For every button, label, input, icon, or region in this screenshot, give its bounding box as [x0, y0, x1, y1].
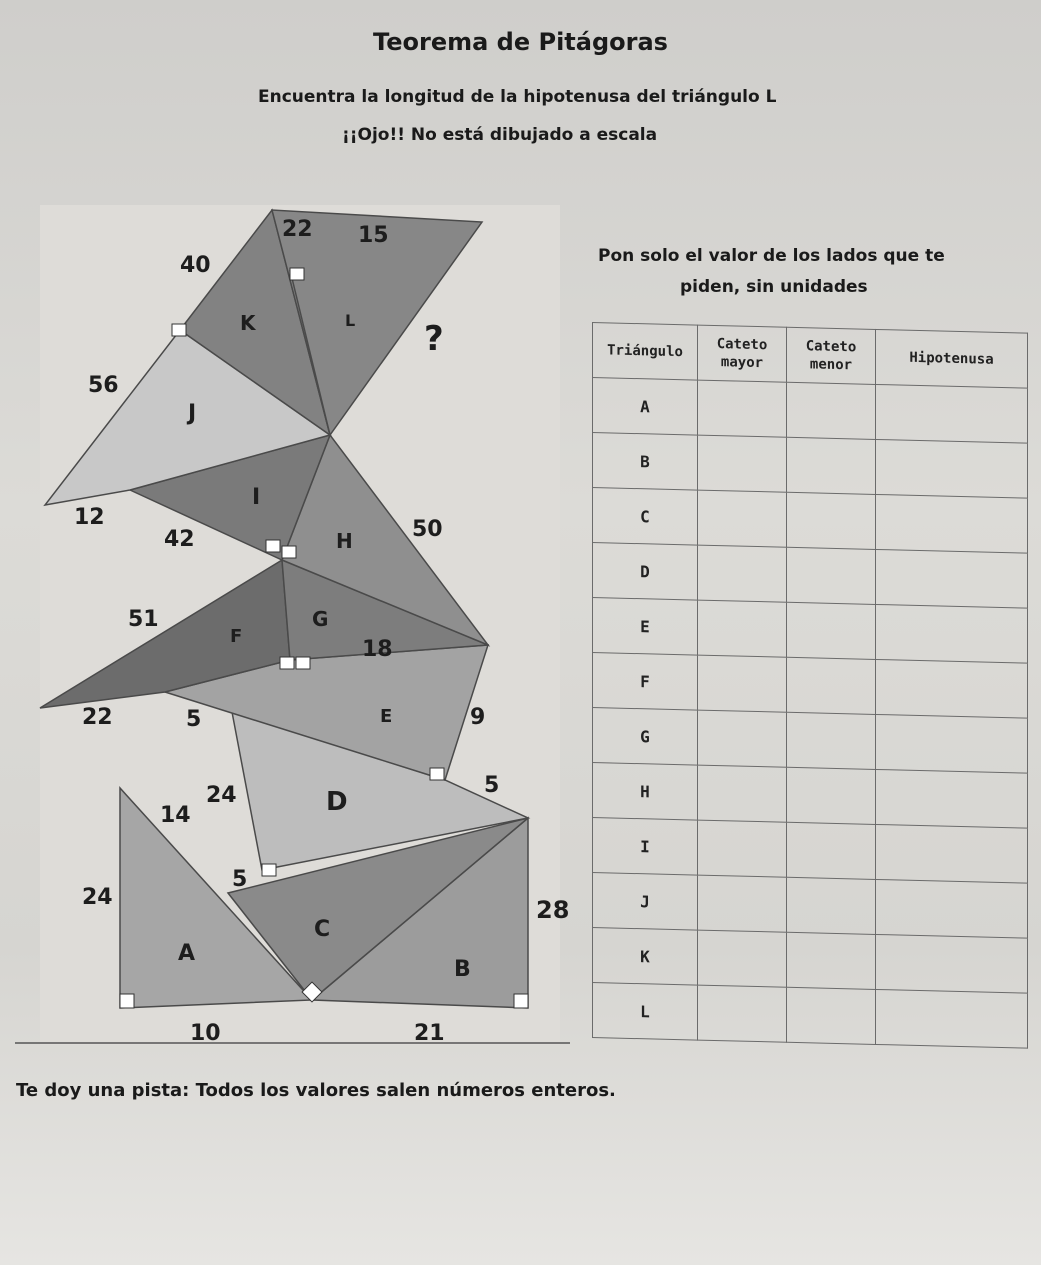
triangle-cell: L	[593, 983, 698, 1041]
long-leg-cell[interactable]	[698, 380, 787, 437]
table-instruction: Pon solo el valor de los lados que te	[598, 246, 945, 266]
side-label: 40	[180, 253, 211, 278]
short-leg-cell[interactable]	[787, 877, 876, 934]
triangle-cell: J	[593, 873, 698, 931]
triangle-cell: B	[593, 433, 698, 491]
triangle-cell: D	[593, 543, 698, 601]
right-angle-mark	[266, 540, 280, 552]
right-angle-mark	[120, 994, 134, 1008]
side-label: 18	[362, 637, 393, 662]
hypotenuse-cell[interactable]	[876, 989, 1028, 1048]
triangle-label-d: D	[326, 787, 348, 817]
long-leg-cell[interactable]	[698, 490, 787, 547]
long-leg-cell[interactable]	[698, 765, 787, 822]
hypotenuse-cell[interactable]	[876, 604, 1028, 663]
hypotenuse-cell[interactable]	[876, 934, 1028, 993]
triangle-label-k: K	[240, 311, 256, 335]
side-label: 5	[232, 867, 248, 892]
long-leg-cell[interactable]	[698, 875, 787, 932]
long-leg-cell[interactable]	[698, 655, 787, 712]
right-angle-mark	[262, 864, 276, 876]
short-leg-cell[interactable]	[787, 492, 876, 549]
short-leg-cell[interactable]	[787, 382, 876, 439]
hypotenuse-cell[interactable]	[876, 384, 1028, 443]
short-leg-cell[interactable]	[787, 932, 876, 989]
triangle-label-f: F	[230, 626, 243, 647]
short-leg-cell[interactable]	[787, 822, 876, 879]
short-leg-cell[interactable]	[787, 987, 876, 1044]
long-leg-cell[interactable]	[698, 930, 787, 987]
hypotenuse-cell[interactable]	[876, 549, 1028, 608]
triangle-cell: K	[593, 928, 698, 986]
right-angle-mark	[282, 546, 296, 558]
table-instruction: piden, sin unidades	[680, 277, 868, 297]
hypotenuse-cell[interactable]	[876, 659, 1028, 718]
long-leg-cell[interactable]	[698, 710, 787, 767]
side-label: 42	[164, 527, 195, 552]
short-leg-cell[interactable]	[787, 767, 876, 824]
right-angle-mark	[290, 268, 304, 280]
header-long-leg: Cateto mayor	[698, 325, 787, 382]
triangle-label-b: B	[454, 957, 471, 982]
long-leg-cell[interactable]	[698, 435, 787, 492]
hypotenuse-cell[interactable]	[876, 714, 1028, 773]
side-label: 24	[206, 783, 237, 808]
triangle-cell: E	[593, 598, 698, 656]
hypotenuse-cell[interactable]	[876, 824, 1028, 883]
side-label: 56	[88, 373, 119, 398]
side-label: 15	[358, 223, 389, 248]
hypotenuse-cell[interactable]	[876, 879, 1028, 938]
triangle-cell: F	[593, 653, 698, 711]
side-label: 12	[74, 505, 105, 530]
table-row	[593, 983, 1028, 1049]
triangle-cell: H	[593, 763, 698, 821]
header-triangle: Triángulo	[593, 323, 698, 381]
side-label: 9	[470, 705, 486, 730]
side-label: 21	[414, 1021, 445, 1046]
hypotenuse-cell[interactable]	[876, 494, 1028, 553]
side-label: 14	[160, 803, 191, 828]
triangle-label-e: E	[380, 706, 393, 727]
long-leg-cell[interactable]	[698, 545, 787, 602]
short-leg-cell[interactable]	[787, 547, 876, 604]
header-hypotenuse: Hipotenusa	[876, 329, 1028, 388]
side-label: 22	[82, 705, 113, 730]
triangle-label-c: C	[314, 917, 331, 942]
side-label: 10	[190, 1021, 221, 1046]
triangle-label-a: A	[178, 941, 196, 966]
right-angle-mark	[430, 768, 444, 780]
short-leg-cell[interactable]	[787, 712, 876, 769]
triangle-cell: I	[593, 818, 698, 876]
hint-text: Te doy una pista: Todos los valores salen números enteros.	[16, 1080, 616, 1101]
triangle-cell: G	[593, 708, 698, 766]
triangle-label-h: H	[336, 529, 353, 553]
right-angle-mark	[280, 657, 294, 669]
triangle-label-j: J	[188, 401, 197, 426]
triangle-cell: A	[593, 378, 698, 436]
short-leg-cell[interactable]	[787, 437, 876, 494]
right-angle-mark	[514, 994, 528, 1008]
hypotenuse-cell[interactable]	[876, 769, 1028, 828]
answer-table	[592, 322, 1028, 1049]
triangle-cell: C	[593, 488, 698, 546]
side-label: 24	[82, 885, 113, 910]
right-angle-mark	[296, 657, 310, 669]
triangle-label-l: L	[345, 311, 356, 330]
hypotenuse-cell[interactable]	[876, 439, 1028, 498]
short-leg-cell[interactable]	[787, 657, 876, 714]
side-label: 51	[128, 607, 159, 632]
scale-warning: ¡¡Ojo!! No está dibujado a escala	[342, 125, 658, 145]
triangle-label-g: G	[312, 607, 329, 631]
triangle-label-i: I	[252, 485, 261, 510]
long-leg-cell[interactable]	[698, 600, 787, 657]
worksheet-title: Teorema de Pitágoras	[373, 28, 668, 56]
long-leg-cell[interactable]	[698, 820, 787, 877]
worksheet-instruction: Encuentra la longitud de la hipotenusa del triángulo L	[258, 87, 777, 107]
side-label: 50	[412, 517, 443, 542]
side-label: 22	[282, 217, 313, 242]
side-label: 5	[484, 773, 500, 798]
side-label: 5	[186, 707, 202, 732]
side-label: 28	[536, 896, 570, 924]
short-leg-cell[interactable]	[787, 602, 876, 659]
long-leg-cell[interactable]	[698, 985, 787, 1042]
unknown-mark: ?	[424, 319, 444, 359]
header-short-leg: Cateto menor	[787, 327, 876, 384]
right-angle-mark	[172, 324, 186, 336]
